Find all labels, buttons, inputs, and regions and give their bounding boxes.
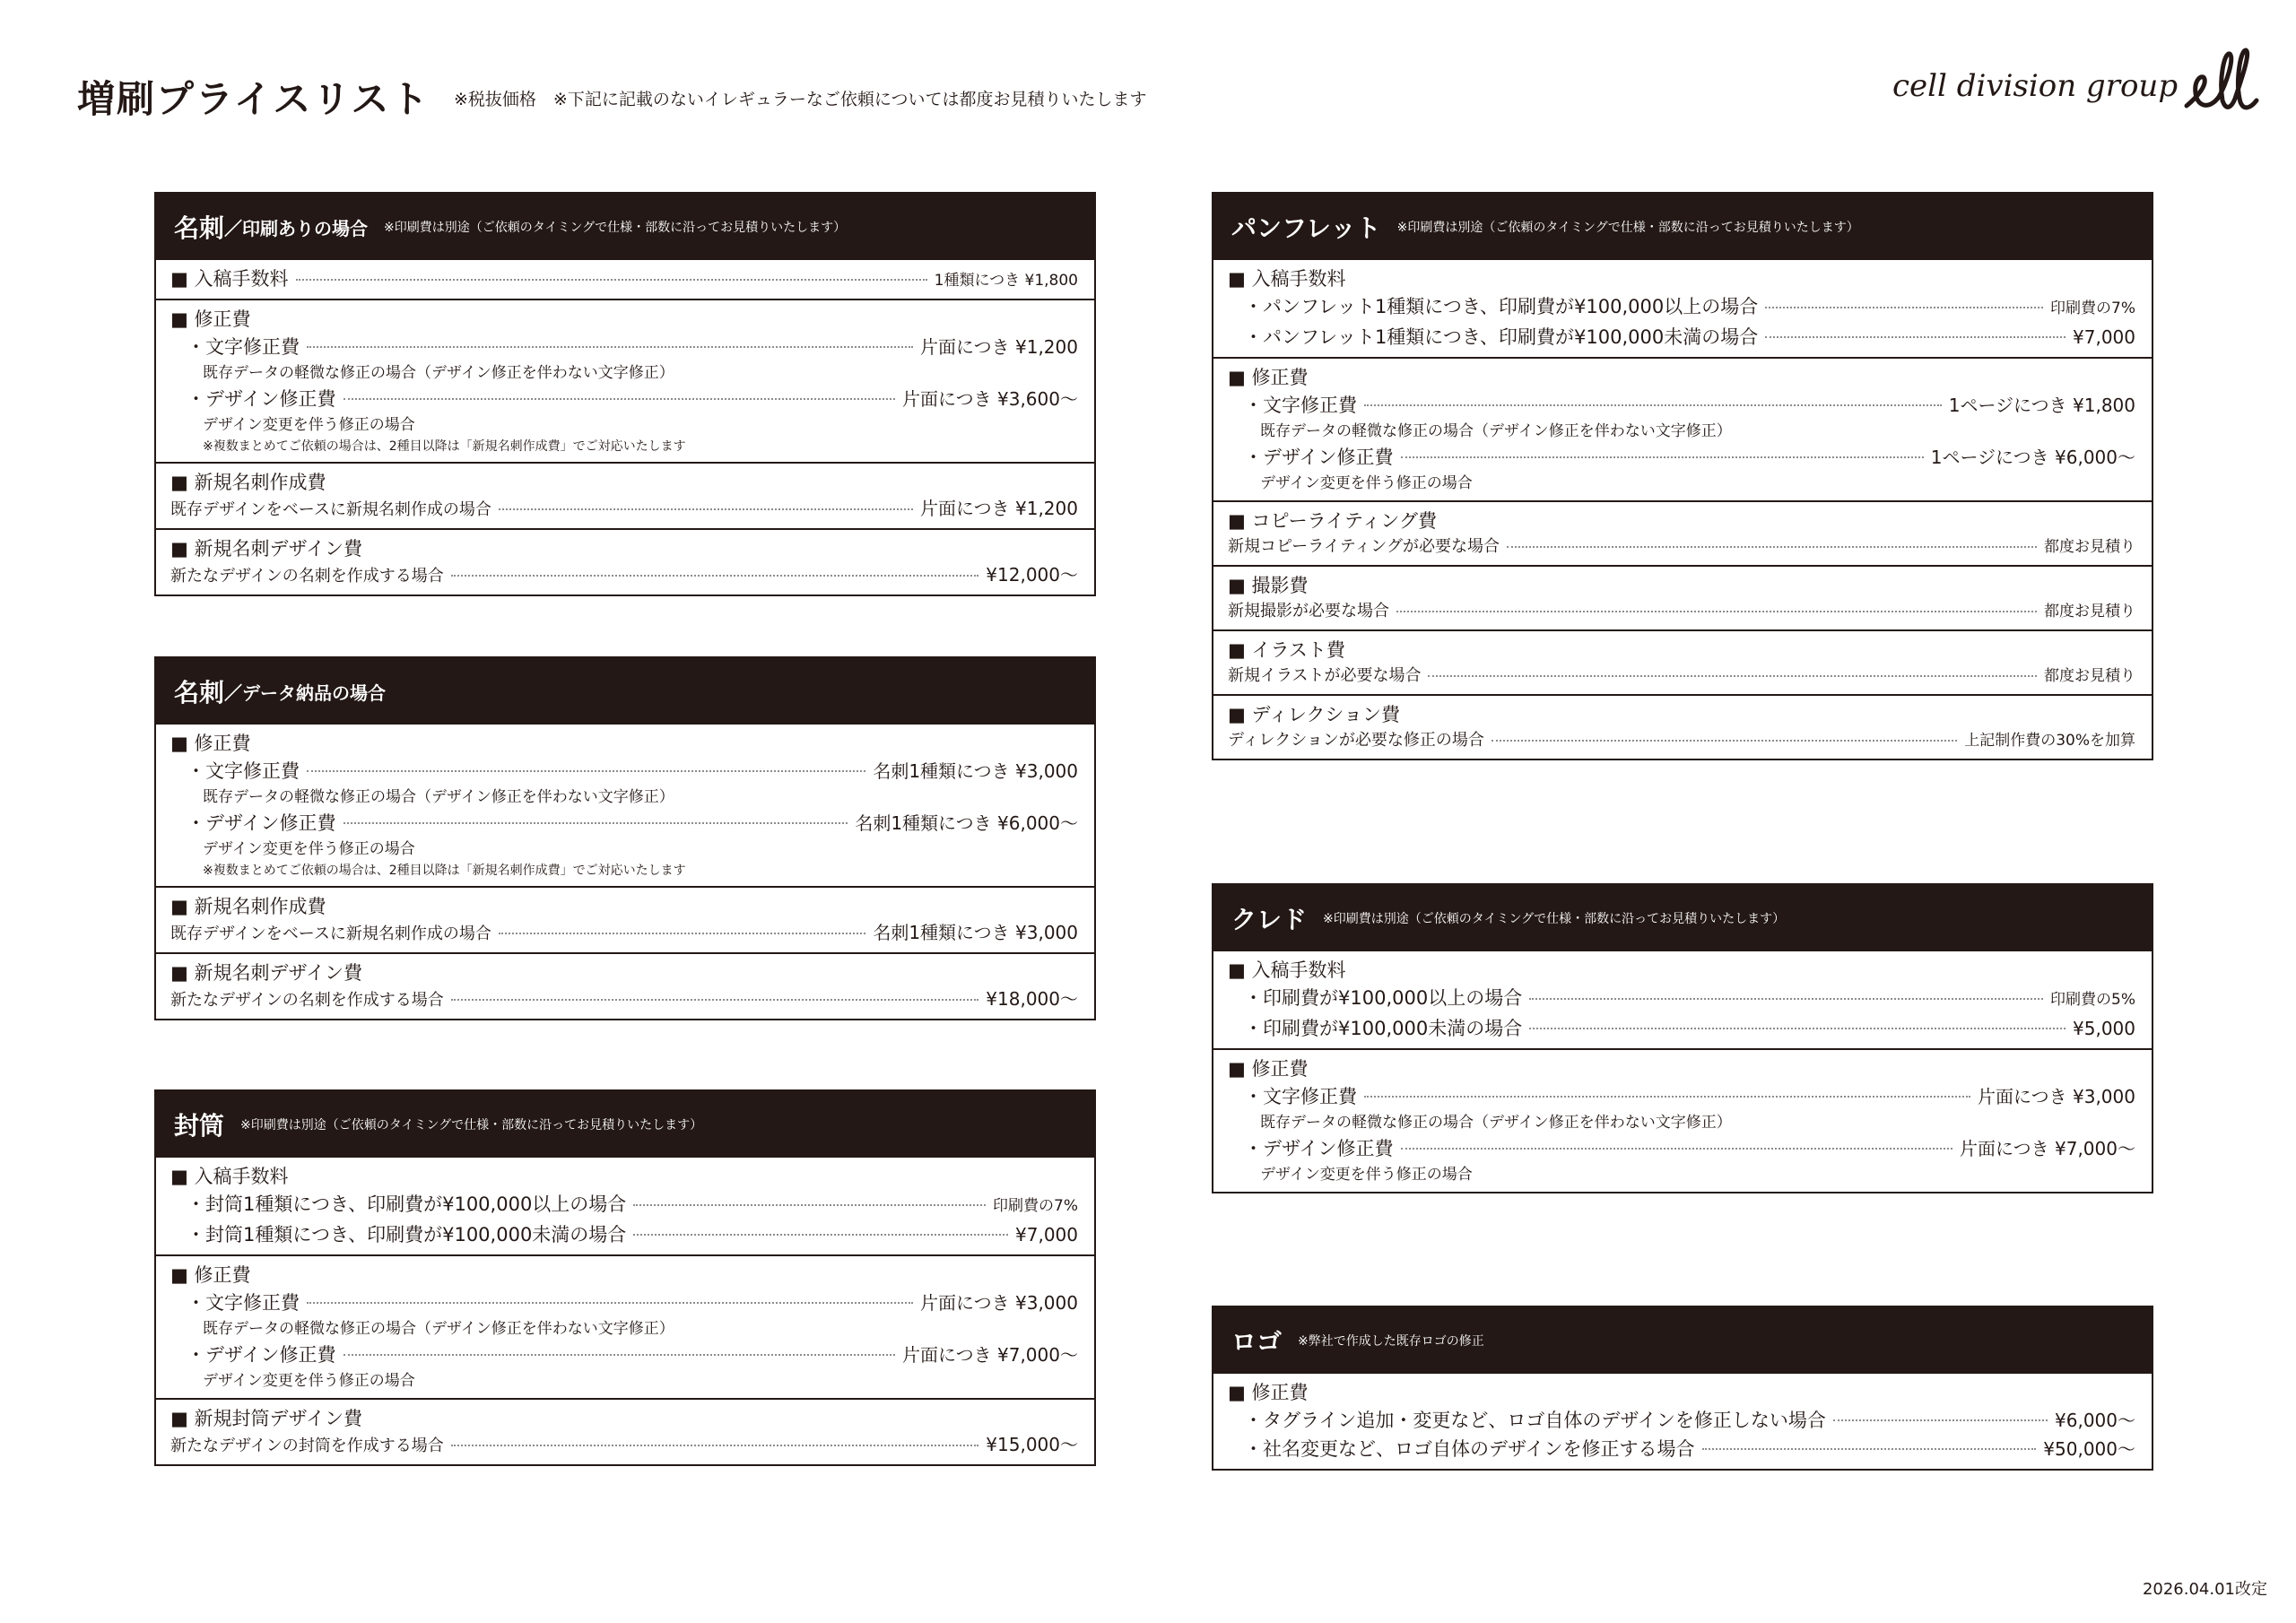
price-block bbox=[1213, 357, 2152, 500]
leader-dots bbox=[633, 1234, 1008, 1236]
price-line bbox=[1228, 1082, 2135, 1111]
leader-dots bbox=[1765, 336, 2066, 338]
price-line bbox=[1228, 1014, 2135, 1043]
price-line bbox=[170, 1190, 1078, 1220]
price-line bbox=[1228, 323, 2135, 352]
price-line bbox=[1228, 599, 2135, 624]
leader-dots bbox=[307, 346, 913, 348]
item-description: デザイン変更を伴う修正の場合 bbox=[1260, 1166, 1473, 1184]
item-label: ・デザイン修正費 bbox=[187, 1344, 336, 1366]
block-title: ■ 新規名刺作成費 bbox=[170, 472, 326, 493]
price-line bbox=[1228, 1134, 2135, 1163]
price-block bbox=[1213, 1374, 2152, 1469]
price: 印刷費の7% bbox=[2050, 299, 2135, 317]
price-block bbox=[156, 462, 1094, 528]
leader-dots bbox=[499, 508, 913, 510]
price: 1ページにつき ¥1,800 bbox=[1948, 395, 2135, 416]
leader-dots bbox=[451, 1445, 979, 1446]
price: ¥6,000～ bbox=[2055, 1410, 2135, 1431]
section-cred bbox=[1212, 883, 2153, 1193]
price: 1種類につき ¥1,800 bbox=[934, 272, 1078, 290]
section-meishi-data bbox=[154, 656, 1096, 1020]
item-label: ・文字修正費 bbox=[1244, 1086, 1357, 1107]
section-note: ※印刷費は別途（ご依頼のタイミングで仕様・部数に沿ってお見積りいたします） bbox=[384, 221, 847, 235]
block-title: ■ 新規封筒デザイン費 bbox=[170, 1408, 363, 1429]
leader-dots bbox=[1364, 404, 1942, 406]
item-label: ・文字修正費 bbox=[187, 1292, 300, 1314]
item-description: デザイン変更を伴う修正の場合 bbox=[203, 1372, 415, 1390]
item-label: ・デザイン修正費 bbox=[187, 812, 336, 834]
price-block bbox=[156, 952, 1094, 1019]
section-title: クレド bbox=[1231, 905, 1308, 934]
item-label: ・デザイン修正費 bbox=[187, 388, 336, 410]
section-note: ※弊社で作成した既存ロゴの修正 bbox=[1298, 1334, 1484, 1349]
leader-dots bbox=[1702, 1448, 2037, 1450]
section-note: ※印刷費は別途（ご依頼のタイミングで仕様・部数に沿ってお見積りいたします） bbox=[1396, 221, 1859, 235]
item-label: ・文字修正費 bbox=[187, 760, 300, 782]
price: 印刷費の7% bbox=[993, 1197, 1078, 1215]
section-title: 名刺 bbox=[174, 213, 225, 243]
section-title: パンフレット bbox=[1231, 213, 1381, 243]
section-title: 名刺 bbox=[174, 678, 225, 707]
price-block bbox=[1213, 951, 2152, 1048]
price-line bbox=[170, 986, 1078, 1013]
section-logo bbox=[1212, 1306, 2153, 1471]
section-meishi-print bbox=[154, 192, 1096, 596]
price: ¥5,000 bbox=[2073, 1018, 2135, 1039]
price: 片面につき ¥3,000 bbox=[1978, 1086, 2135, 1107]
section-header bbox=[1213, 1307, 2152, 1374]
price-line bbox=[1228, 984, 2135, 1014]
block-title: ■ 撮影費 bbox=[1228, 575, 1309, 596]
section-title: 封筒 bbox=[174, 1111, 225, 1141]
leader-dots bbox=[1401, 1148, 1953, 1150]
block-title: ■ 修正費 bbox=[1228, 367, 1309, 388]
leader-dots bbox=[1492, 740, 1957, 742]
price: 都度お見積り bbox=[2044, 667, 2135, 685]
price: ¥7,000 bbox=[2073, 326, 2135, 348]
price: 片面につき ¥1,200 bbox=[920, 498, 1078, 519]
price-line bbox=[1228, 664, 2135, 689]
price-block bbox=[1213, 260, 2152, 357]
section-subtitle: ／データ納品の場合 bbox=[224, 681, 387, 704]
price: 片面につき ¥7,000～ bbox=[1960, 1138, 2135, 1159]
section-pamphlet bbox=[1212, 192, 2153, 760]
item-label: 既存デザインをベースに新規名刺作成の場合 bbox=[170, 924, 491, 943]
price-line bbox=[170, 562, 1078, 589]
leader-dots bbox=[451, 575, 979, 577]
price: 名刺1種類につき ¥3,000 bbox=[873, 760, 1078, 782]
price-line bbox=[1228, 391, 2135, 420]
leader-dots bbox=[307, 1302, 913, 1304]
item-label: ディレクションが必要な修正の場合 bbox=[1228, 731, 1484, 750]
price-block bbox=[156, 1254, 1094, 1398]
company-logo bbox=[1892, 43, 2260, 124]
price: 片面につき ¥3,000 bbox=[920, 1292, 1078, 1314]
section-note: ※印刷費は別途（ご依頼のタイミングで仕様・部数に沿ってお見積りいたします） bbox=[240, 1118, 703, 1133]
block-title: ■ 修正費 bbox=[1228, 1058, 1309, 1080]
section-header bbox=[156, 1091, 1094, 1158]
item-label: ・デザイン修正費 bbox=[1244, 447, 1394, 468]
price-block bbox=[156, 528, 1094, 595]
price: ¥15,000～ bbox=[986, 1434, 1078, 1455]
item-label: ・社名変更など、ロゴ自体のデザインを修正する場合 bbox=[1244, 1438, 1695, 1460]
leader-dots bbox=[1428, 675, 2037, 677]
item-label: ・印刷費が¥100,000未満の場合 bbox=[1244, 1018, 1523, 1039]
item-label: ・封筒1種類につき、印刷費が¥100,000未満の場合 bbox=[187, 1224, 627, 1245]
item-label: 新規イラストが必要な場合 bbox=[1228, 666, 1422, 685]
block-title: ■ 入稿手数料 bbox=[170, 268, 289, 290]
price-line bbox=[1228, 292, 2135, 323]
item-note: ※複数まとめてご依頼の場合は、2種目以降は「新規名刺作成費」でご対応いたします bbox=[203, 439, 686, 454]
price: 片面につき ¥3,600～ bbox=[902, 388, 1078, 410]
item-description: 既存データの軽微な修正の場合（デザイン修正を伴わない文字修正） bbox=[203, 1320, 674, 1338]
section-title: ロゴ bbox=[1231, 1327, 1283, 1357]
price-line bbox=[170, 1432, 1078, 1459]
leader-dots bbox=[633, 1204, 986, 1206]
price-line bbox=[170, 265, 1078, 293]
block-title: ■ 新規名刺デザイン費 bbox=[170, 962, 363, 984]
price-line bbox=[170, 1220, 1078, 1249]
item-label: ・デザイン修正費 bbox=[1244, 1138, 1394, 1159]
price: 印刷費の5% bbox=[2050, 991, 2135, 1009]
block-title: ■ コピーライティング費 bbox=[1228, 510, 1437, 532]
block-title: ■ ディレクション費 bbox=[1228, 704, 1400, 725]
price-line bbox=[1228, 1406, 2135, 1435]
price: 名刺1種類につき ¥6,000～ bbox=[855, 812, 1078, 834]
price-block bbox=[1213, 1048, 2152, 1192]
block-title: ■ 入稿手数料 bbox=[1228, 268, 1346, 290]
section-futo bbox=[154, 1089, 1096, 1466]
section-header bbox=[1213, 885, 2152, 951]
leader-dots bbox=[1401, 456, 1924, 458]
price: 上記制作費の30%を加算 bbox=[1964, 732, 2135, 750]
item-description: 既存データの軽微な修正の場合（デザイン修正を伴わない文字修正） bbox=[203, 364, 674, 382]
price-block bbox=[1213, 500, 2152, 565]
item-label: ・パンフレット1種類につき、印刷費が¥100,000以上の場合 bbox=[1244, 296, 1759, 317]
item-description: デザイン変更を伴う修正の場合 bbox=[203, 840, 415, 858]
item-label: 新たなデザインの封筒を作成する場合 bbox=[170, 1436, 444, 1455]
leader-dots bbox=[1507, 546, 2037, 548]
price: ¥18,000～ bbox=[986, 988, 1078, 1010]
leader-dots bbox=[499, 933, 865, 934]
item-label: ・パンフレット1種類につき、印刷費が¥100,000未満の場合 bbox=[1244, 326, 1759, 348]
section-note: ※印刷費は別途（ご依頼のタイミングで仕様・部数に沿ってお見積りいたします） bbox=[1323, 912, 1786, 926]
price: 都度お見積り bbox=[2044, 603, 2135, 621]
price: ¥50,000～ bbox=[2043, 1438, 2135, 1460]
leader-dots bbox=[1833, 1419, 2048, 1421]
block-title: ■ 修正費 bbox=[170, 1264, 251, 1286]
item-label: 新規撮影が必要な場合 bbox=[1228, 602, 1389, 621]
leader-dots bbox=[296, 279, 927, 281]
section-header bbox=[156, 658, 1094, 725]
block-title: ■ 新規名刺デザイン費 bbox=[170, 538, 363, 560]
price-line bbox=[1228, 1435, 2135, 1463]
item-description: デザイン変更を伴う修正の場合 bbox=[1260, 474, 1473, 492]
price-block bbox=[156, 886, 1094, 952]
block-title: ■ 修正費 bbox=[170, 733, 251, 754]
price-line bbox=[170, 920, 1078, 947]
block-title: ■ 入稿手数料 bbox=[1228, 959, 1346, 981]
item-label: 新たなデザインの名刺を作成する場合 bbox=[170, 991, 444, 1010]
item-label: ・封筒1種類につき、印刷費が¥100,000以上の場合 bbox=[187, 1193, 627, 1215]
logo-mark-icon bbox=[2179, 43, 2260, 124]
price-line bbox=[170, 333, 1078, 361]
price-line bbox=[1228, 534, 2135, 560]
block-title: ■ 入稿手数料 bbox=[170, 1166, 289, 1187]
revised-date: 2026.04.01改定 bbox=[2142, 1580, 2267, 1599]
item-label: ・タグライン追加・変更など、ロゴ自体のデザインを修正しない場合 bbox=[1244, 1410, 1826, 1431]
price-block bbox=[1213, 694, 2152, 759]
item-label: ・文字修正費 bbox=[187, 336, 300, 358]
price-block bbox=[1213, 629, 2152, 694]
leader-dots bbox=[1529, 1028, 2066, 1029]
leader-dots bbox=[307, 770, 865, 772]
item-label: 新規コピーライティングが必要な場合 bbox=[1228, 537, 1500, 556]
section-header bbox=[1213, 194, 2152, 260]
price-line bbox=[170, 757, 1078, 785]
page-note: ※税抜価格 ※下記に記載のないイレギュラーなご依頼については都度お見積りいたします bbox=[454, 90, 1147, 109]
leader-dots bbox=[1364, 1096, 1970, 1098]
price-line bbox=[170, 1289, 1078, 1317]
block-title: ■ イラスト費 bbox=[1228, 639, 1345, 661]
item-description: デザイン変更を伴う修正の場合 bbox=[203, 416, 415, 434]
leader-dots bbox=[344, 398, 896, 400]
price-block bbox=[1213, 565, 2152, 629]
block-title: ■ 新規名刺作成費 bbox=[170, 896, 326, 917]
block-title: ■ 修正費 bbox=[1228, 1382, 1309, 1403]
price-block bbox=[156, 260, 1094, 299]
section-subtitle: ／印刷ありの場合 bbox=[224, 217, 369, 239]
leader-dots bbox=[1765, 307, 2043, 308]
leader-dots bbox=[451, 999, 979, 1001]
item-description: 既存データの軽微な修正の場合（デザイン修正を伴わない文字修正） bbox=[203, 788, 674, 806]
item-label: 既存デザインをベースに新規名刺作成の場合 bbox=[170, 500, 491, 519]
price-line bbox=[170, 385, 1078, 413]
item-label: ・文字修正費 bbox=[1244, 395, 1357, 416]
section-header bbox=[156, 194, 1094, 260]
price-line bbox=[170, 1341, 1078, 1369]
price-block bbox=[156, 725, 1094, 886]
price: 都度お見積り bbox=[2044, 538, 2135, 556]
item-note: ※複数まとめてご依頼の場合は、2種目以降は「新規名刺作成費」でご対応いたします bbox=[203, 864, 686, 878]
price-line bbox=[170, 496, 1078, 523]
price: ¥7,000 bbox=[1015, 1224, 1078, 1245]
price-block bbox=[156, 299, 1094, 462]
price-block bbox=[156, 1158, 1094, 1254]
price-line bbox=[1228, 443, 2135, 472]
leader-dots bbox=[344, 1354, 896, 1356]
item-description: 既存データの軽微な修正の場合（デザイン修正を伴わない文字修正） bbox=[1260, 422, 1732, 440]
price: 片面につき ¥1,200 bbox=[920, 336, 1078, 358]
price: 名刺1種類につき ¥3,000 bbox=[873, 922, 1078, 943]
price-line bbox=[1228, 728, 2135, 753]
leader-dots bbox=[1529, 998, 2043, 1000]
price: ¥12,000～ bbox=[986, 564, 1078, 586]
item-label: ・印刷費が¥100,000以上の場合 bbox=[1244, 987, 1523, 1009]
leader-dots bbox=[344, 822, 848, 824]
item-label: 新たなデザインの名刺を作成する場合 bbox=[170, 567, 444, 586]
price-block bbox=[156, 1398, 1094, 1464]
price-line bbox=[170, 809, 1078, 838]
page-title: 増刷プライスリスト bbox=[77, 77, 430, 121]
logo-text: cell division group bbox=[1892, 68, 2179, 104]
price: 1ページにつき ¥6,000～ bbox=[1930, 447, 2135, 468]
leader-dots bbox=[1396, 611, 2037, 612]
block-title: ■ 修正費 bbox=[170, 308, 251, 330]
item-description: 既存データの軽微な修正の場合（デザイン修正を伴わない文字修正） bbox=[1260, 1114, 1732, 1132]
price: 片面につき ¥7,000～ bbox=[902, 1344, 1078, 1366]
